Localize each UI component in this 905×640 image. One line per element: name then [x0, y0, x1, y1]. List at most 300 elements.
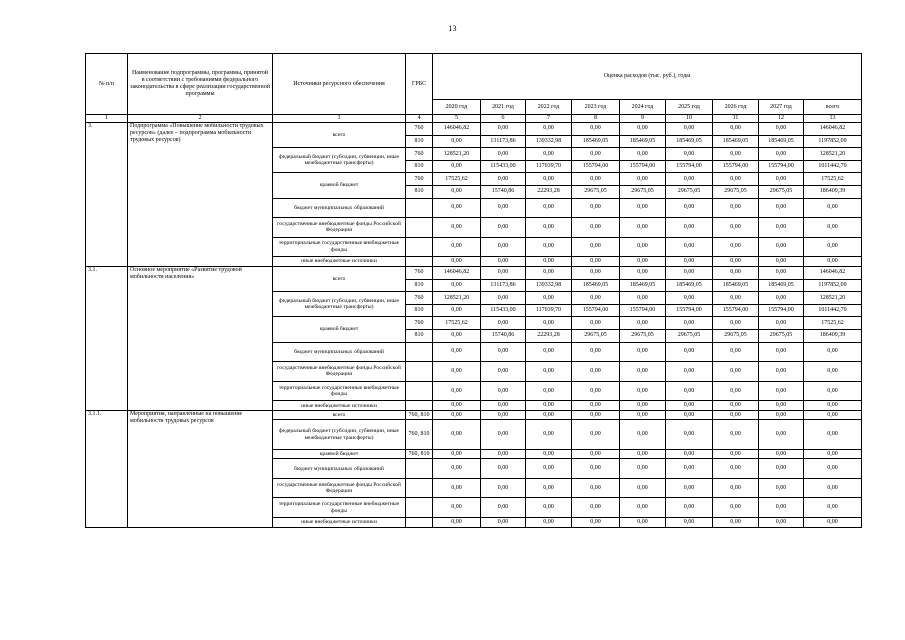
grbs-cell: 760, 810: [406, 450, 433, 459]
grbs-cell: [406, 342, 433, 362]
value-cell: 0,00: [759, 257, 804, 267]
value-cell: 155794,00: [666, 304, 713, 317]
value-cell: 0,00: [620, 450, 666, 459]
value-cell: 0,00: [759, 123, 804, 136]
header-year: 2022 год: [526, 100, 572, 115]
value-cell: 0,00: [572, 381, 620, 401]
index-cell: 12: [759, 115, 804, 123]
source-label: всего: [273, 411, 406, 420]
value-cell: 0,00: [620, 237, 666, 257]
value-cell: 0,00: [759, 292, 804, 305]
value-cell: 0,00: [620, 198, 666, 218]
value-cell: 0,00: [433, 342, 481, 362]
value-cell: 0,00: [804, 342, 862, 362]
value-cell: 185469,05: [713, 279, 759, 292]
value-cell: 0,00: [759, 173, 804, 186]
value-cell: 0,00: [526, 411, 572, 420]
value-cell: 155794,00: [620, 160, 666, 173]
value-cell: 0,00: [526, 362, 572, 382]
value-cell: 0,00: [572, 218, 620, 238]
value-cell: 0,00: [666, 218, 713, 238]
value-cell: 0,00: [713, 267, 759, 280]
value-cell: 128521,20: [433, 148, 481, 161]
value-cell: 128521,20: [433, 292, 481, 305]
table-row: [86, 267, 862, 280]
value-cell: 0,00: [433, 330, 481, 343]
header-grbs: ГРБС: [406, 54, 433, 115]
value-cell: 17525,62: [804, 173, 862, 186]
grbs-cell: 760: [406, 148, 433, 161]
value-cell: 0,00: [759, 411, 804, 420]
value-cell: 0,00: [759, 498, 804, 518]
value-cell: 0,00: [572, 498, 620, 518]
value-cell: 0,00: [620, 362, 666, 382]
source-label: федеральный бюджет (субсидии, субвенции, иные межбюджетные трансферты): [273, 420, 406, 450]
grbs-cell: [406, 362, 433, 382]
value-cell: 0,00: [433, 401, 481, 411]
value-cell: 0,00: [713, 148, 759, 161]
value-cell: 0,00: [804, 420, 862, 450]
value-cell: 0,00: [481, 198, 526, 218]
value-cell: 29675,05: [713, 330, 759, 343]
value-cell: 146046,82: [804, 123, 862, 136]
index-cell: 2: [128, 115, 273, 123]
value-cell: 17525,62: [433, 173, 481, 186]
value-cell: 0,00: [666, 342, 713, 362]
value-cell: 0,00: [526, 450, 572, 459]
value-cell: 0,00: [433, 257, 481, 267]
value-cell: 0,00: [759, 478, 804, 498]
grbs-cell: 760: [406, 317, 433, 330]
value-cell: 29675,05: [759, 330, 804, 343]
value-cell: 128521,20: [804, 292, 862, 305]
header-estimate: Оценка расходов (тыс. руб.), годы: [433, 54, 862, 100]
value-cell: 0,00: [713, 317, 759, 330]
value-cell: 185469,05: [759, 279, 804, 292]
value-cell: 0,00: [759, 317, 804, 330]
value-cell: 15740,86: [481, 330, 526, 343]
table-row: [86, 411, 862, 420]
value-cell: 0,00: [433, 518, 481, 528]
value-cell: 0,00: [804, 381, 862, 401]
value-cell: 0,00: [804, 362, 862, 382]
value-cell: 1197852,09: [804, 135, 862, 148]
header-year: всего: [804, 100, 862, 115]
value-cell: 185469,05: [666, 135, 713, 148]
value-cell: 0,00: [666, 237, 713, 257]
value-cell: 0,00: [713, 411, 759, 420]
value-cell: 0,00: [666, 401, 713, 411]
value-cell: 0,00: [433, 420, 481, 450]
index-cell: 11: [713, 115, 759, 123]
grbs-cell: 760, 810: [406, 420, 433, 450]
value-cell: 0,00: [620, 420, 666, 450]
header-year: 2027 год: [759, 100, 804, 115]
value-cell: 29675,05: [620, 185, 666, 198]
value-cell: 0,00: [759, 342, 804, 362]
value-cell: 0,00: [572, 317, 620, 330]
value-cell: 0,00: [713, 257, 759, 267]
value-cell: 0,00: [620, 459, 666, 479]
value-cell: 0,00: [572, 257, 620, 267]
header-year: 2024 год: [620, 100, 666, 115]
grbs-cell: [406, 218, 433, 238]
value-cell: 0,00: [526, 148, 572, 161]
value-cell: 155794,00: [666, 160, 713, 173]
index-cell: 6: [481, 115, 526, 123]
value-cell: 139332,98: [526, 279, 572, 292]
value-cell: 0,00: [666, 317, 713, 330]
value-cell: 1011442,70: [804, 160, 862, 173]
value-cell: 155794,00: [572, 304, 620, 317]
value-cell: 0,00: [433, 478, 481, 498]
value-cell: 0,00: [666, 420, 713, 450]
value-cell: 0,00: [526, 198, 572, 218]
value-cell: 139332,98: [526, 135, 572, 148]
header-num: № п/п: [86, 54, 128, 115]
value-cell: 0,00: [526, 478, 572, 498]
value-cell: 0,00: [433, 362, 481, 382]
value-cell: 0,00: [620, 401, 666, 411]
value-cell: 155794,00: [759, 160, 804, 173]
value-cell: 0,00: [713, 123, 759, 136]
value-cell: 22293,28: [526, 185, 572, 198]
section-num: 3.: [86, 123, 128, 267]
value-cell: 0,00: [526, 317, 572, 330]
value-cell: 0,00: [481, 292, 526, 305]
value-cell: 0,00: [713, 459, 759, 479]
value-cell: 0,00: [572, 237, 620, 257]
value-cell: 29675,05: [759, 185, 804, 198]
value-cell: 0,00: [572, 450, 620, 459]
grbs-cell: [406, 237, 433, 257]
value-cell: 0,00: [481, 381, 526, 401]
source-label: территориальные государственные внебюджетные фонды: [273, 381, 406, 401]
source-label: иные внебюджетные источники: [273, 401, 406, 411]
value-cell: 0,00: [666, 198, 713, 218]
value-cell: 0,00: [666, 478, 713, 498]
value-cell: 0,00: [481, 401, 526, 411]
grbs-cell: 810: [406, 304, 433, 317]
index-row: [86, 115, 862, 123]
value-cell: 0,00: [526, 420, 572, 450]
value-cell: 0,00: [572, 411, 620, 420]
value-cell: 0,00: [572, 518, 620, 528]
value-cell: 0,00: [666, 148, 713, 161]
value-cell: 0,00: [759, 518, 804, 528]
value-cell: 186409,39: [804, 330, 862, 343]
value-cell: 0,00: [804, 218, 862, 238]
value-cell: 0,00: [481, 148, 526, 161]
value-cell: 29675,05: [713, 185, 759, 198]
grbs-cell: [406, 198, 433, 218]
value-cell: 15740,86: [481, 185, 526, 198]
value-cell: 0,00: [433, 459, 481, 479]
value-cell: 185469,05: [572, 279, 620, 292]
source-label: всего: [273, 123, 406, 148]
value-cell: 0,00: [481, 237, 526, 257]
index-cell: 5: [433, 115, 481, 123]
value-cell: 0,00: [481, 257, 526, 267]
value-cell: 0,00: [433, 381, 481, 401]
value-cell: 0,00: [804, 478, 862, 498]
value-cell: 29675,05: [572, 330, 620, 343]
value-cell: 146046,82: [433, 267, 481, 280]
value-cell: 0,00: [572, 459, 620, 479]
value-cell: 0,00: [481, 362, 526, 382]
grbs-cell: [406, 518, 433, 528]
value-cell: 0,00: [620, 257, 666, 267]
value-cell: 0,00: [572, 362, 620, 382]
value-cell: 0,00: [481, 317, 526, 330]
index-cell: 7: [526, 115, 572, 123]
value-cell: 0,00: [804, 450, 862, 459]
section-name: Мероприятия, направленные на повышение мобильности трудовых ресурсов: [128, 411, 273, 528]
source-label: краевой бюджет: [273, 317, 406, 342]
section-name: Подпрограмма «Повышение мобильности трудовых ресурсов» (далее – подпрограмма мобильности трудовых ресурсов): [128, 123, 273, 267]
value-cell: 0,00: [804, 411, 862, 420]
value-cell: 0,00: [713, 198, 759, 218]
section-num: 3.1.: [86, 267, 128, 411]
value-cell: 17525,62: [804, 317, 862, 330]
value-cell: 0,00: [433, 135, 481, 148]
value-cell: 0,00: [572, 198, 620, 218]
value-cell: 0,00: [759, 148, 804, 161]
value-cell: 0,00: [620, 173, 666, 186]
source-label: краевой бюджет: [273, 173, 406, 198]
index-cell: 1: [86, 115, 128, 123]
value-cell: 0,00: [713, 498, 759, 518]
value-cell: 0,00: [526, 257, 572, 267]
grbs-cell: 760: [406, 173, 433, 186]
grbs-cell: [406, 459, 433, 479]
value-cell: 0,00: [572, 292, 620, 305]
index-cell: 10: [666, 115, 713, 123]
value-cell: 0,00: [433, 279, 481, 292]
value-cell: 0,00: [804, 401, 862, 411]
page-number: 13: [448, 24, 457, 33]
value-cell: 0,00: [526, 237, 572, 257]
value-cell: 0,00: [804, 257, 862, 267]
value-cell: 0,00: [620, 478, 666, 498]
value-cell: 185469,05: [713, 135, 759, 148]
value-cell: 0,00: [620, 498, 666, 518]
value-cell: 0,00: [572, 342, 620, 362]
value-cell: 0,00: [666, 381, 713, 401]
value-cell: 0,00: [526, 267, 572, 280]
value-cell: 0,00: [620, 292, 666, 305]
grbs-cell: 760: [406, 267, 433, 280]
value-cell: 0,00: [713, 218, 759, 238]
value-cell: 0,00: [804, 498, 862, 518]
value-cell: 0,00: [526, 292, 572, 305]
value-cell: 0,00: [433, 198, 481, 218]
value-cell: 0,00: [481, 518, 526, 528]
grbs-cell: 810: [406, 135, 433, 148]
value-cell: 0,00: [526, 459, 572, 479]
value-cell: 0,00: [526, 381, 572, 401]
source-label: государственные внебюджетные фонды Российской Федерации: [273, 478, 406, 498]
value-cell: 0,00: [481, 459, 526, 479]
value-cell: 0,00: [713, 401, 759, 411]
value-cell: 0,00: [713, 478, 759, 498]
value-cell: 0,00: [433, 498, 481, 518]
grbs-cell: 760: [406, 123, 433, 136]
value-cell: 0,00: [481, 411, 526, 420]
value-cell: 0,00: [526, 173, 572, 186]
source-label: бюджет муниципальных образований: [273, 459, 406, 479]
value-cell: 0,00: [481, 478, 526, 498]
value-cell: 0,00: [433, 411, 481, 420]
value-cell: 0,00: [666, 362, 713, 382]
value-cell: 131173,86: [481, 135, 526, 148]
value-cell: 0,00: [433, 450, 481, 459]
value-cell: 0,00: [713, 381, 759, 401]
value-cell: 0,00: [526, 342, 572, 362]
value-cell: 0,00: [804, 518, 862, 528]
value-cell: 0,00: [759, 237, 804, 257]
source-label: государственные внебюджетные фонды Российской Федерации: [273, 218, 406, 238]
value-cell: 0,00: [481, 173, 526, 186]
value-cell: 155794,00: [620, 304, 666, 317]
value-cell: 0,00: [481, 218, 526, 238]
value-cell: 185469,05: [666, 279, 713, 292]
value-cell: 0,00: [481, 420, 526, 450]
value-cell: 0,00: [759, 198, 804, 218]
value-cell: 128521,20: [804, 148, 862, 161]
value-cell: 0,00: [433, 185, 481, 198]
value-cell: 115433,00: [481, 160, 526, 173]
value-cell: 0,00: [666, 459, 713, 479]
value-cell: 0,00: [572, 420, 620, 450]
header-year: 2026 год: [713, 100, 759, 115]
source-label: территориальные государственные внебюджетные фонды: [273, 498, 406, 518]
source-label: краевой бюджет: [273, 450, 406, 459]
value-cell: 0,00: [433, 160, 481, 173]
value-cell: 22293,28: [526, 330, 572, 343]
grbs-cell: 760: [406, 292, 433, 305]
value-cell: 155794,00: [713, 160, 759, 173]
value-cell: 185469,05: [620, 135, 666, 148]
section-num: 3.1.1.: [86, 411, 128, 528]
source-label: бюджет муниципальных образований: [273, 198, 406, 218]
value-cell: 0,00: [759, 450, 804, 459]
value-cell: 0,00: [620, 317, 666, 330]
value-cell: 185469,05: [572, 135, 620, 148]
value-cell: 0,00: [620, 342, 666, 362]
grbs-cell: [406, 498, 433, 518]
value-cell: 0,00: [620, 218, 666, 238]
grbs-cell: [406, 401, 433, 411]
index-cell: 4: [406, 115, 433, 123]
value-cell: 0,00: [526, 498, 572, 518]
source-label: бюджет муниципальных образований: [273, 342, 406, 362]
value-cell: 0,00: [572, 173, 620, 186]
value-cell: 0,00: [572, 123, 620, 136]
value-cell: 0,00: [620, 518, 666, 528]
index-cell: 9: [620, 115, 666, 123]
value-cell: 0,00: [713, 173, 759, 186]
source-label: территориальные государственные внебюджетные фонды: [273, 237, 406, 257]
value-cell: 0,00: [804, 198, 862, 218]
value-cell: 155794,00: [759, 304, 804, 317]
value-cell: 29675,05: [666, 330, 713, 343]
value-cell: 0,00: [713, 292, 759, 305]
value-cell: 0,00: [666, 257, 713, 267]
value-cell: 0,00: [620, 381, 666, 401]
index-cell: 8: [572, 115, 620, 123]
value-cell: 0,00: [526, 401, 572, 411]
value-cell: 146046,82: [804, 267, 862, 280]
value-cell: 0,00: [620, 123, 666, 136]
value-cell: 0,00: [572, 478, 620, 498]
value-cell: 0,00: [481, 498, 526, 518]
grbs-cell: 760, 810: [406, 411, 433, 420]
source-label: федеральный бюджет (субсидии, субвенции, иные межбюджетные трансферты): [273, 148, 406, 173]
value-cell: 0,00: [572, 267, 620, 280]
value-cell: 117039,70: [526, 160, 572, 173]
source-label: иные внебюджетные источники: [273, 518, 406, 528]
index-cell: 3: [273, 115, 406, 123]
value-cell: 0,00: [481, 267, 526, 280]
value-cell: 29675,05: [572, 185, 620, 198]
grbs-cell: 810: [406, 330, 433, 343]
value-cell: 185469,05: [759, 135, 804, 148]
table-row: [86, 123, 862, 136]
value-cell: 0,00: [481, 342, 526, 362]
value-cell: 0,00: [713, 237, 759, 257]
section-name: Основное мероприятие «Развитие трудовой мобильности населения»: [128, 267, 273, 411]
value-cell: 29675,05: [620, 330, 666, 343]
value-cell: 0,00: [666, 267, 713, 280]
value-cell: 0,00: [666, 173, 713, 186]
value-cell: 0,00: [666, 123, 713, 136]
value-cell: 0,00: [759, 459, 804, 479]
value-cell: 0,00: [713, 518, 759, 528]
value-cell: 0,00: [572, 401, 620, 411]
value-cell: 0,00: [666, 292, 713, 305]
value-cell: 0,00: [713, 420, 759, 450]
value-cell: 0,00: [481, 123, 526, 136]
value-cell: 0,00: [666, 518, 713, 528]
grbs-cell: 810: [406, 185, 433, 198]
value-cell: 29675,05: [666, 185, 713, 198]
value-cell: 0,00: [481, 450, 526, 459]
value-cell: 0,00: [572, 148, 620, 161]
value-cell: 155794,00: [572, 160, 620, 173]
value-cell: 0,00: [433, 237, 481, 257]
value-cell: 0,00: [759, 267, 804, 280]
value-cell: 0,00: [713, 342, 759, 362]
value-cell: 0,00: [433, 218, 481, 238]
budget-table: [85, 53, 862, 528]
value-cell: 155794,00: [713, 304, 759, 317]
value-cell: 17525,62: [433, 317, 481, 330]
value-cell: 0,00: [759, 381, 804, 401]
value-cell: 115433,00: [481, 304, 526, 317]
value-cell: 0,00: [666, 411, 713, 420]
value-cell: 185469,05: [620, 279, 666, 292]
header-year: 2021 год: [481, 100, 526, 115]
value-cell: 0,00: [759, 362, 804, 382]
value-cell: 0,00: [620, 411, 666, 420]
header-year: 2025 год: [666, 100, 713, 115]
value-cell: 1011442,70: [804, 304, 862, 317]
source-label: всего: [273, 267, 406, 292]
grbs-cell: [406, 257, 433, 267]
header-name: Наименование подпрограммы, программы, принятой в соответствии с требованиями федерального законодательства в сфере реализации государственной программы: [128, 54, 273, 115]
value-cell: 0,00: [433, 304, 481, 317]
